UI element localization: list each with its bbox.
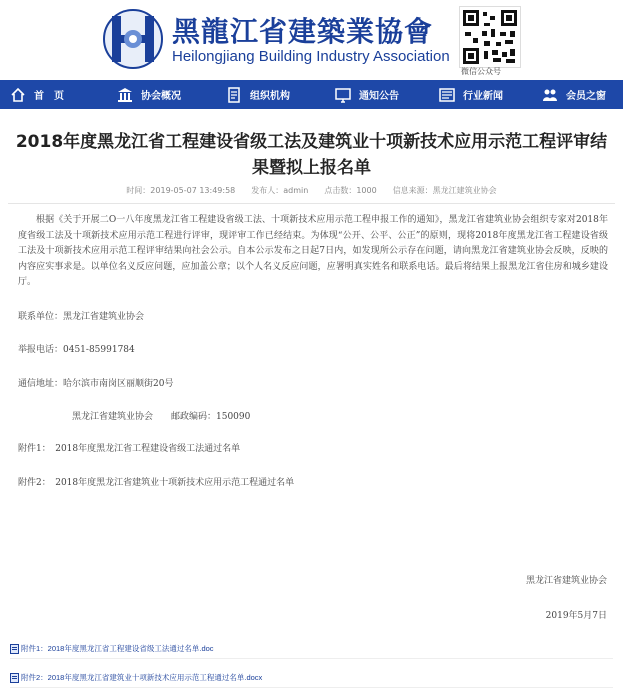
download-link-1[interactable]	[10, 643, 214, 654]
report-phone: 举报电话：0451-85991784	[18, 345, 135, 355]
page-title: 2018年度黑龙江省工程建设省级工法及建筑业十项新技术应用示范工程评审结果暨拟上报名单	[15, 132, 608, 178]
brand-name-en: Heilongjiang Building Industry Association	[172, 48, 450, 65]
nav-label: 组织机构	[250, 91, 290, 102]
contact-unit: 联系单位：黑龙江省建筑业协会	[18, 312, 145, 322]
brand-name-cn: 黑龍江省建築業協會	[172, 15, 434, 48]
word-doc-icon	[10, 673, 19, 683]
monitor-icon	[335, 87, 351, 103]
nav-news[interactable]	[439, 80, 503, 109]
qr-code-icon	[459, 6, 521, 68]
institution-icon	[117, 87, 133, 103]
publish-date: 2019年5月7日	[545, 611, 607, 621]
attachment-note-2: 附件2： 2018年度黑龙江省建筑业十项新技术应用示范工程通过名单	[18, 478, 295, 488]
home-icon	[10, 87, 26, 103]
article-paragraph: 根据《关于开展二O一八年度黑龙江省工程建设省级工法、十项新技术应用示范工程申报工作的通知》，黑龙江省建筑业协会组织专家对2018年度省级工法及十项新技术应用示范工程进行评审，现评审工作已经结束。为体现“公开、公平、公正”的原则，现将2018年度黑龙江省工程建设省级工法及十项新技术应用示范工程评审结果向社会公示。自本公示发布之日起7日内，如发现所公示存在问题，请向黑龙江省建筑业协会反映，反映的内容应实事求是。以单位名义反应问题，应加盖公章；以个人名义反应问题，应署明真实姓名和联系电话。最后将结果上报黑龙江省住房和城乡建设厅。	[18, 215, 608, 287]
divider	[8, 203, 615, 204]
postal-code: 黑龙江省建筑业协会 邮政编码：150090	[72, 412, 251, 422]
signature: 黑龙江省建筑业协会	[525, 576, 607, 586]
nav-label: 协会概况	[141, 91, 181, 102]
main-nav	[0, 80, 623, 109]
nav-label: 会员之窗	[566, 91, 606, 102]
site-header	[0, 0, 623, 78]
nav-organization[interactable]	[226, 80, 290, 109]
download-link-2[interactable]	[10, 672, 262, 683]
word-doc-icon	[10, 644, 19, 654]
nav-home[interactable]	[10, 80, 64, 109]
document-icon	[226, 87, 242, 103]
nav-members[interactable]	[542, 80, 606, 109]
members-icon	[542, 87, 558, 103]
nav-label: 通知公告	[359, 91, 399, 102]
attachment-note-1: 附件1： 2018年度黑龙江省工程建设省级工法通过名单	[18, 444, 241, 454]
download-label: 附件1：2018年度黑龙江省工程建设省级工法通过名单.doc	[21, 644, 214, 653]
download-label: 附件2：2018年度黑龙江省建筑业十项新技术应用示范工程通过名单.docx	[21, 673, 263, 682]
nav-notices[interactable]	[335, 80, 399, 109]
divider	[10, 658, 613, 659]
divider	[10, 687, 613, 688]
nav-about[interactable]	[117, 80, 181, 109]
nav-label: 行业新闻	[463, 91, 503, 102]
association-logo[interactable]	[102, 8, 164, 70]
mailing-address: 通信地址：哈尔滨市南岗区丽顺街20号	[18, 379, 174, 389]
qr-caption: 微信公众号	[461, 67, 501, 76]
news-icon	[439, 87, 455, 103]
nav-label: 首 页	[34, 91, 64, 102]
article-meta: 时间：2019-05-07 13:49:58 发布人：admin 点击数：1000 信息来源：黑龙江建筑业协会	[126, 186, 497, 195]
